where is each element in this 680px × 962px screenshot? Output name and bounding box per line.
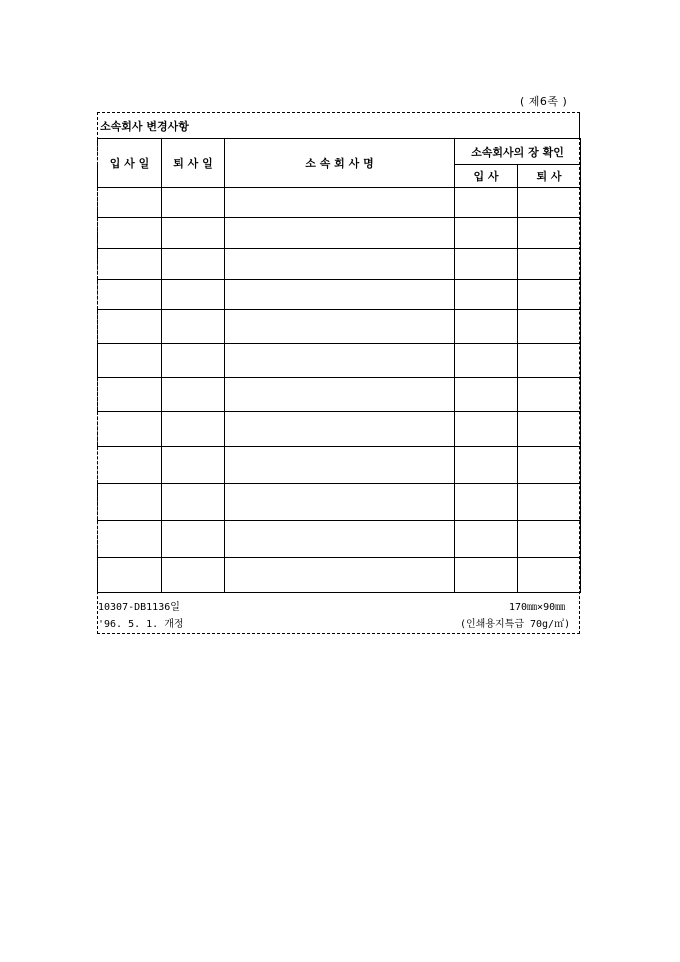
- cell-confirm-join[interactable]: [455, 218, 518, 249]
- form-code: 10307-DB1136일: [98, 602, 180, 613]
- cell-join-date[interactable]: [98, 280, 162, 310]
- cell-join-date[interactable]: [98, 484, 162, 521]
- cell-company-name[interactable]: [225, 280, 455, 310]
- cell-company-name[interactable]: [225, 249, 455, 280]
- cell-confirm-join[interactable]: [455, 521, 518, 558]
- cell-confirm-join[interactable]: [455, 344, 518, 378]
- table-row: [98, 378, 581, 412]
- header-join-date: 입 사 일: [98, 139, 162, 188]
- cell-confirm-leave[interactable]: [518, 412, 581, 447]
- cell-join-date[interactable]: [98, 558, 162, 593]
- cell-confirm-join[interactable]: [455, 280, 518, 310]
- cell-leave-date[interactable]: [162, 412, 225, 447]
- cell-company-name[interactable]: [225, 344, 455, 378]
- cell-leave-date[interactable]: [162, 484, 225, 521]
- cell-company-name[interactable]: [225, 558, 455, 593]
- cell-leave-date[interactable]: [162, 378, 225, 412]
- cell-leave-date[interactable]: [162, 447, 225, 484]
- cell-join-date[interactable]: [98, 218, 162, 249]
- cell-confirm-leave[interactable]: [518, 447, 581, 484]
- table-row: [98, 558, 581, 593]
- table-row: [98, 280, 581, 310]
- cell-confirm-join[interactable]: [455, 447, 518, 484]
- cell-join-date[interactable]: [98, 412, 162, 447]
- table-row: [98, 344, 581, 378]
- form-number: ( 제6족 ): [520, 95, 568, 108]
- cell-join-date[interactable]: [98, 378, 162, 412]
- cell-leave-date[interactable]: [162, 344, 225, 378]
- cell-confirm-leave[interactable]: [518, 558, 581, 593]
- cell-leave-date[interactable]: [162, 310, 225, 344]
- table-row: [98, 188, 581, 218]
- cell-confirm-leave[interactable]: [518, 249, 581, 280]
- cell-company-name[interactable]: [225, 218, 455, 249]
- cell-join-date[interactable]: [98, 249, 162, 280]
- cell-confirm-leave[interactable]: [518, 218, 581, 249]
- cell-company-name[interactable]: [225, 412, 455, 447]
- table-row: [98, 249, 581, 280]
- cell-leave-date[interactable]: [162, 521, 225, 558]
- cell-join-date[interactable]: [98, 447, 162, 484]
- table-body: [98, 188, 581, 593]
- change-history-table: [97, 138, 581, 593]
- cell-leave-date[interactable]: [162, 188, 225, 218]
- header-leave-date: 퇴 사 일: [162, 139, 225, 188]
- cell-leave-date[interactable]: [162, 249, 225, 280]
- table-row: [98, 484, 581, 521]
- revision-date: '96. 5. 1. 개정: [98, 619, 184, 630]
- header-confirm-group: 소속회사의 장 확인: [455, 139, 581, 165]
- header-confirm-join: 입 사: [455, 165, 518, 188]
- cell-confirm-join[interactable]: [455, 558, 518, 593]
- cell-leave-date[interactable]: [162, 280, 225, 310]
- cell-confirm-join[interactable]: [455, 310, 518, 344]
- cell-confirm-leave[interactable]: [518, 378, 581, 412]
- table-row: [98, 447, 581, 484]
- cell-confirm-leave[interactable]: [518, 280, 581, 310]
- cell-confirm-leave[interactable]: [518, 344, 581, 378]
- cell-confirm-leave[interactable]: [518, 310, 581, 344]
- form-size: 170㎜×90㎜: [509, 602, 566, 613]
- table-row: [98, 412, 581, 447]
- cell-company-name[interactable]: [225, 378, 455, 412]
- cell-join-date[interactable]: [98, 344, 162, 378]
- cell-confirm-join[interactable]: [455, 249, 518, 280]
- header-confirm-leave: 퇴 사: [518, 165, 581, 188]
- cell-confirm-join[interactable]: [455, 412, 518, 447]
- cell-join-date[interactable]: [98, 188, 162, 218]
- section-title: 소속회사 변경사항: [100, 120, 189, 133]
- cell-company-name[interactable]: [225, 447, 455, 484]
- cell-confirm-join[interactable]: [455, 378, 518, 412]
- cell-join-date[interactable]: [98, 521, 162, 558]
- cell-confirm-leave[interactable]: [518, 188, 581, 218]
- cell-confirm-leave[interactable]: [518, 521, 581, 558]
- paper-spec: (인쇄용지특급 70g/㎡): [460, 619, 571, 630]
- table-row: [98, 521, 581, 558]
- cell-confirm-join[interactable]: [455, 484, 518, 521]
- table-row: [98, 310, 581, 344]
- table-row: [98, 218, 581, 249]
- cell-leave-date[interactable]: [162, 558, 225, 593]
- cell-company-name[interactable]: [225, 310, 455, 344]
- cell-company-name[interactable]: [225, 484, 455, 521]
- divider: [579, 113, 580, 139]
- cell-leave-date[interactable]: [162, 218, 225, 249]
- header-company-name: 소 속 회 사 명: [225, 139, 455, 188]
- cell-confirm-join[interactable]: [455, 188, 518, 218]
- cell-company-name[interactable]: [225, 188, 455, 218]
- cell-confirm-leave[interactable]: [518, 484, 581, 521]
- cell-join-date[interactable]: [98, 310, 162, 344]
- cell-company-name[interactable]: [225, 521, 455, 558]
